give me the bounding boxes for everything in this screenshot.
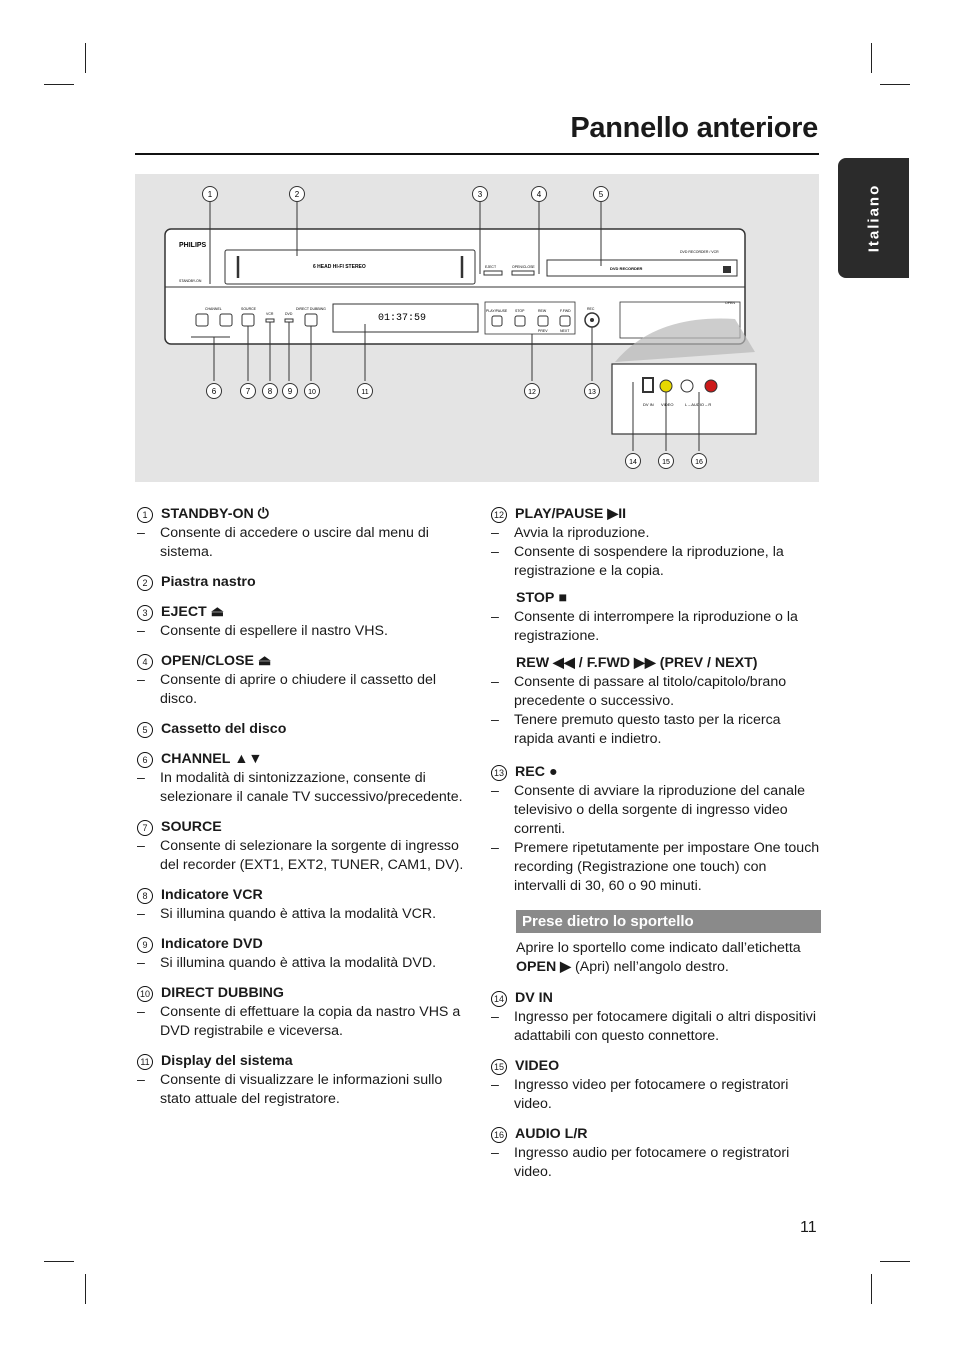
audio-right-jack	[705, 380, 717, 392]
item-number: 2	[137, 575, 153, 591]
item-title: REC	[515, 764, 545, 780]
direct-dubbing-button	[305, 314, 317, 326]
item-number: 12	[491, 507, 507, 523]
item-description: – Consente di aprire o chiudere il cassetto del disco.	[137, 671, 467, 709]
item-number: 1	[137, 507, 153, 523]
callout-16	[692, 454, 707, 469]
callout-3	[473, 187, 488, 202]
item-title: Indicatore DVD	[161, 936, 263, 952]
page-number: 11	[800, 1219, 817, 1236]
item-description: – Avvia la riproduzione.	[491, 524, 821, 543]
channel-up-button	[196, 314, 208, 326]
item-number: 5	[137, 722, 153, 738]
callout-12-text: 12	[528, 389, 536, 396]
callout-1-text: 1	[207, 190, 213, 199]
callout-13-text: 13	[588, 389, 596, 396]
section-intro	[491, 939, 821, 977]
vcr-indicator	[266, 319, 274, 322]
item-title: DIRECT DUBBING	[161, 985, 284, 1001]
record-icon: ●	[548, 764, 558, 780]
item-description: – Consente di sospendere la riproduzione, la registrazione e la copia.	[491, 543, 821, 581]
item-15	[491, 1057, 821, 1114]
audio-left-jack	[681, 380, 693, 392]
item-6	[137, 750, 467, 807]
channel-label: CHANNEL	[205, 307, 222, 311]
item-number: 14	[491, 991, 507, 1007]
vcr-indicator-label: VCR	[266, 312, 274, 316]
callout-7	[241, 384, 256, 399]
callout-13	[585, 384, 600, 399]
section-intro-text: Aprire lo sportello come indicato dall’etichetta	[516, 940, 801, 956]
item-title: PLAY/PAUSE	[515, 506, 604, 522]
open-label: OPEN	[725, 301, 735, 305]
stop-label: STOP	[515, 309, 525, 313]
callout-11	[358, 384, 373, 399]
item-title: CHANNEL	[161, 751, 231, 767]
item-10	[137, 984, 467, 1041]
left-column	[137, 505, 467, 1120]
callout-6-text: 6	[211, 387, 217, 396]
display-readout: 01:37:59	[378, 313, 427, 324]
item-description: – Ingresso per fotocamere digitali o altri dispositivi adattabili con questo connettore.	[491, 1008, 821, 1046]
language-tab	[838, 158, 909, 278]
item-number: 9	[137, 937, 153, 953]
item-description: – Consente di visualizzare le informazioni sullo stato attuale del registratore.	[137, 1071, 467, 1109]
callout-2	[290, 187, 305, 202]
standby-label: STANDBY-ON	[179, 279, 202, 283]
item-title: Indicatore VCR	[161, 887, 263, 903]
crop-mark	[44, 84, 74, 85]
play-pause-button	[492, 316, 502, 326]
channel-down-button	[220, 314, 232, 326]
item-number: 3	[137, 605, 153, 621]
stop-button	[515, 316, 525, 326]
stop-subhead	[491, 589, 821, 608]
item-2	[137, 573, 467, 592]
jack-panel	[612, 364, 756, 434]
open-close-label: OPEN/CLOSE	[512, 265, 535, 269]
item-title: SOURCE	[161, 819, 222, 835]
item-number: 11	[137, 1054, 153, 1070]
rew-label: REW	[538, 309, 547, 313]
item-number: 7	[137, 820, 153, 836]
dv-in-jack	[643, 378, 653, 392]
item-description: – Consente di accedere o uscire dal menu di sistema.	[137, 524, 467, 562]
rec-label: REC	[587, 307, 595, 311]
item-description: – Consente di interrompere la riproduzione o la registrazione.	[491, 608, 821, 646]
callout-15	[659, 454, 674, 469]
dvd-indicator	[285, 319, 293, 322]
item-description: – Ingresso audio per fotocamere o registratori video.	[491, 1144, 821, 1182]
item-description: – Consente di effettuare la copia da nastro VHS a DVD registrabile e viceversa.	[137, 1003, 467, 1041]
eject-icon: ⏏	[258, 653, 272, 669]
crop-mark	[85, 1274, 86, 1304]
video-jack-label: VIDEO	[661, 402, 674, 407]
eject-label: EJECT	[485, 265, 497, 269]
source-button	[242, 314, 254, 326]
item-title: Piastra nastro	[161, 574, 256, 590]
crop-mark	[44, 1261, 74, 1262]
callout-3-text: 3	[477, 190, 483, 199]
section-heading: Prese dietro lo sportello	[516, 910, 821, 933]
callout-16-text: 16	[695, 459, 703, 466]
item-7	[137, 818, 467, 875]
page-title: Pannello anteriore	[570, 112, 818, 144]
callout-7-text: 7	[245, 387, 251, 396]
callout-5-text: 5	[598, 190, 604, 199]
item-16	[491, 1125, 821, 1182]
callout-12	[525, 384, 540, 399]
standby-icon: ⏻	[257, 506, 269, 522]
callout-8-text: 8	[267, 387, 273, 396]
item-number: 6	[137, 752, 153, 768]
rew-ffwd-subhead: REW ◀◀ / F.FWD ▶▶ (PREV / NEXT)	[516, 655, 758, 671]
callout-1	[203, 187, 218, 202]
callout-8	[263, 384, 278, 399]
callout-9-text: 9	[287, 387, 293, 396]
ffwd-button	[560, 316, 570, 326]
source-label: SOURCE	[241, 307, 256, 311]
item-title: AUDIO L/R	[515, 1126, 588, 1142]
video-jack	[660, 380, 672, 392]
item-title: STANDBY-ON	[161, 506, 254, 522]
item-title: DV IN	[515, 990, 553, 1006]
play-pause-label: PLAY/PAUSE	[486, 309, 508, 313]
item-title: VIDEO	[515, 1058, 560, 1074]
stop-title: STOP	[516, 590, 555, 606]
prev-label: PREV	[538, 329, 548, 333]
item-number: 4	[137, 654, 153, 670]
item-8	[137, 886, 467, 924]
item-description: – Tenere premuto questo tasto per la ricerca rapida avanti e indietro.	[491, 711, 821, 749]
callout-4	[532, 187, 547, 202]
eject-icon: ⏏	[210, 604, 225, 620]
brand-logo: PHILIPS	[179, 242, 207, 249]
stop-icon: ■	[558, 590, 567, 606]
next-label: NEXT	[560, 329, 570, 333]
item-11	[137, 1052, 467, 1109]
callout-2-text: 2	[294, 190, 300, 199]
item-14	[491, 989, 821, 1046]
section-intro-text-end: (Apri) nell’angolo destro.	[575, 959, 729, 975]
model-label: DVD RECORDER / VCR	[680, 250, 719, 254]
tray-label: DVD RECORDER	[610, 266, 643, 271]
item-3	[137, 603, 467, 641]
item-4	[137, 652, 467, 709]
item-title: Cassetto del disco	[161, 721, 287, 737]
item-number: 13	[491, 765, 507, 781]
item-number: 16	[491, 1127, 507, 1143]
ffwd-label: F.FWD	[560, 309, 571, 313]
item-13	[491, 763, 821, 896]
tape-label: 6 HEAD HI-FI STEREO	[313, 264, 366, 270]
front-panel-figure	[135, 174, 819, 482]
rew-button	[538, 316, 548, 326]
item-title: OPEN/CLOSE	[161, 653, 255, 669]
item-number: 15	[491, 1059, 507, 1075]
open-label-text: OPEN ▶	[516, 959, 572, 975]
item-9	[137, 935, 467, 973]
crop-mark	[880, 84, 910, 85]
crop-mark	[871, 43, 872, 73]
item-description: – Premere ripetutamente per impostare One touch recording (Registrazione one touch) con intervalli di 30, 60 o 90 minuti.	[491, 839, 821, 896]
callout-14	[626, 454, 641, 469]
item-description: – In modalità di sintonizzazione, consente di selezionare il canale TV successivo/precedente.	[137, 769, 467, 807]
item-description: – Si illumina quando è attiva la modalità VCR.	[137, 905, 467, 924]
item-12	[491, 505, 821, 749]
callout-6	[207, 384, 222, 399]
right-column	[491, 505, 821, 1193]
callout-5	[594, 187, 609, 202]
language-tab-label: Italiano	[865, 183, 882, 253]
audio-jack-label: L – AUDIO – R	[685, 402, 712, 407]
crop-mark	[85, 43, 86, 73]
crop-mark	[871, 1274, 872, 1304]
direct-dubbing-label: DIRECT DUBBING	[296, 307, 326, 311]
item-5	[137, 720, 467, 739]
callout-11-text: 11	[361, 389, 369, 396]
item-title: Display del sistema	[161, 1053, 293, 1069]
up-down-arrows-icon: ▲▼	[234, 751, 263, 767]
item-description: – Consente di espellere il nastro VHS.	[137, 622, 467, 641]
callout-14-text: 14	[629, 459, 637, 466]
play-pause-icon: ▶II	[607, 506, 627, 522]
item-description: – Ingresso video per fotocamere o registratori video.	[491, 1076, 821, 1114]
title-rule	[135, 153, 819, 155]
item-description: – Si illumina quando è attiva la modalità DVD.	[137, 954, 467, 973]
item-description: – Consente di passare al titolo/capitolo/brano precedente o successivo.	[491, 673, 821, 711]
crop-mark	[880, 1261, 910, 1262]
item-number: 10	[137, 986, 153, 1002]
callout-15-text: 15	[662, 459, 670, 466]
item-number: 8	[137, 888, 153, 904]
dv-in-label: DV IN	[643, 402, 654, 407]
callout-9	[283, 384, 298, 399]
callout-10	[305, 384, 320, 399]
front-panel-diagram	[135, 174, 819, 482]
item-title: EJECT	[161, 604, 207, 620]
callout-10-text: 10	[308, 389, 316, 396]
callout-4-text: 4	[536, 190, 542, 199]
dvd-indicator-label: DVD	[285, 312, 293, 316]
item-1	[137, 505, 467, 562]
item-description: – Consente di avviare la riproduzione del canale televisivo o della sorgente di ingresso video correnti.	[491, 782, 821, 839]
item-description: – Consente di selezionare la sorgente di ingresso del recorder (EXT1, EXT2, TUNER, CAM1, DV).	[137, 837, 467, 875]
